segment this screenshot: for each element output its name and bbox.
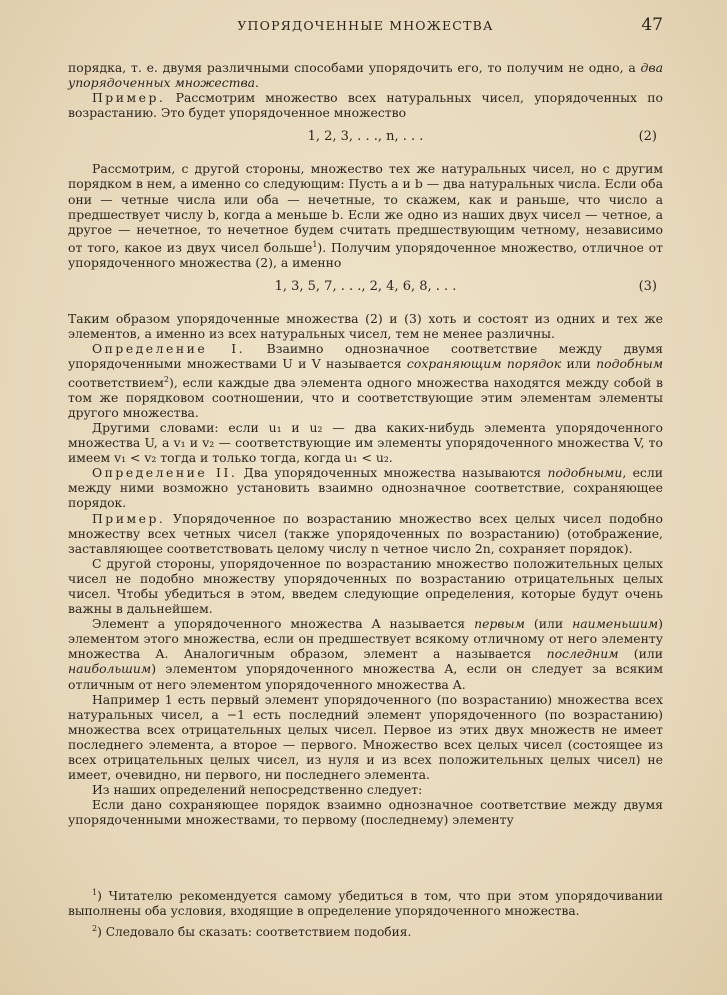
footnote-1: $^1$) Читателю рекомендуется самому убедиться в том, что при этом упорядочивании выполнены оба условия, входящие в определение упорядоченного множества. xyxy=(68,888,663,919)
footnote-mark: 2 xyxy=(92,924,98,934)
footnote-2: $^2$) Следовало бы сказать: соответствием подобия. xyxy=(92,924,412,940)
page-number: 47 xyxy=(641,15,663,35)
example-lead: Пример. xyxy=(92,510,166,526)
formula-expression: 1, 2, 3, . . ., n, . . . xyxy=(307,129,424,145)
paragraph: Элемент a упорядоченного множества A называется первым (или наименьшим) элементом этого множества, если он предшествует всякому отличному от него элементу множества A. Аналогичным образом, элемент a называется последним (или наибольшим) элементом упорядоченного множества A, если он следует за всяким отличным от него элементом упорядоченного множества A. xyxy=(68,616,664,692)
paragraph: Другими словами: если u₁ и u₂ — два каких-нибудь элемента упорядоченного множества U, а v₁ и v₂ — соответствующие им элементы упорядоченного множества V, то имеем v₁ < v₂ тогда и только тогда, когда u₁ < u₂. xyxy=(68,419,663,466)
formula-expression: 1, 3, 5, 7, . . ., 2, 4, 6, 8, . . . xyxy=(274,279,457,295)
paragraph: порядка, т. е. двумя различными способами упорядочить его, то получим не одно, а два упорядоченных множества. xyxy=(68,60,663,91)
paragraph: Например 1 есть первый элемент упорядоченного (по возрастанию) множества всех натуральных чисел, а −1 есть последний элемент упорядоченного (по возрастанию) множества всех отрицательных целых чисел. Первое из этих двух множеств не имеет последнего элемента, а второе — первого. Множество всех целых чисел (состоящее из всех отрицательных целых чисел, из нуля и из всех положительных целых чисел) не имеет, очевидно, ни первого, ни последнего элемента. xyxy=(68,691,663,783)
definition-2: Определение II. Два упорядоченных множества называются подобными, если между ними возможно установить взаимно однозначное соответствие, сохраняющее порядок. xyxy=(68,465,664,511)
paragraph: Рассмотрим, с другой стороны, множество тех же натуральных чисел, но с другим порядком в нем, а именно со следующим: Пусть a и b — два натуральных числа. Если оба они — четные числа или оба — нечетные, то скажем, как и раньше, что число a предшествует числу b, когда a меньше b. Если же одно из наших двух чисел — четное, а другое — нечетное, то нечетное будем считать предшествующим четному, независимо от того, какое из двух чисел больше$^1$). Получим упорядоченное множество, отличное от упорядоченного множества (2), а именно xyxy=(68,161,663,271)
definition-1: Определение I. Взаимно однозначное соответствие между двумя упорядоченными множествами U и V называется сохраняющим порядок или подобным соответствием$^2$), если каждые два элемента одного множества находятся между собой в том же порядковом соотношении, что и соответствующие этим элементам элементы другого множества. xyxy=(68,341,664,420)
formula-2 xyxy=(68,129,663,151)
formula-3 xyxy=(68,279,663,301)
running-title: УПОРЯДОЧЕННЫЕ МНОЖЕСТВА xyxy=(237,18,494,33)
footnotes xyxy=(68,885,663,942)
formula-number: (3) xyxy=(638,279,657,295)
paragraph: Пример. Рассмотрим множество всех натуральных чисел, упорядоченных по возрастанию. Это будет упорядоченное множество xyxy=(68,90,663,121)
page-header xyxy=(68,15,663,40)
paragraph: С другой стороны, упорядоченное по возрастанию множество положительных целых чисел не подобно множеству упорядоченных по возрастанию отрицательных целых чисел. Чтобы убедиться в этом, введем следующие определения, которые будут очень важны в дальнейшем. xyxy=(68,555,663,617)
paragraph: Пример. Упорядоченное по возрастанию множество всех целых чисел подобно множеству всех четных чисел (также упорядоченных по возрастанию) (отображение, заставляющее соответствовать целому числу n четное число 2n, сохраняет порядок). xyxy=(68,510,663,556)
paragraph: Таким образом упорядоченные множества (2) и (3) хоть и состоят из одних и тех же элементов, а именно из всех натуральных чисел, тем не менее различны. xyxy=(68,311,663,342)
definition-lead: Определение I. xyxy=(92,341,246,357)
paragraph: Если дано сохраняющее порядок взаимно однозначное соответствие между двумя упорядоченными множествами, то первому (последнему) элементу xyxy=(68,797,663,828)
example-lead: Пример. xyxy=(92,90,166,106)
footnote-ref: 2 xyxy=(163,374,169,384)
paragraph: Из наших определений непосредственно следует: xyxy=(92,782,423,798)
footnote-mark: 1 xyxy=(92,888,98,897)
footnote-ref: 1 xyxy=(312,239,318,249)
formula-number: (2) xyxy=(638,129,657,145)
definition-lead: Определение II. xyxy=(92,465,238,481)
main-text xyxy=(68,60,663,827)
